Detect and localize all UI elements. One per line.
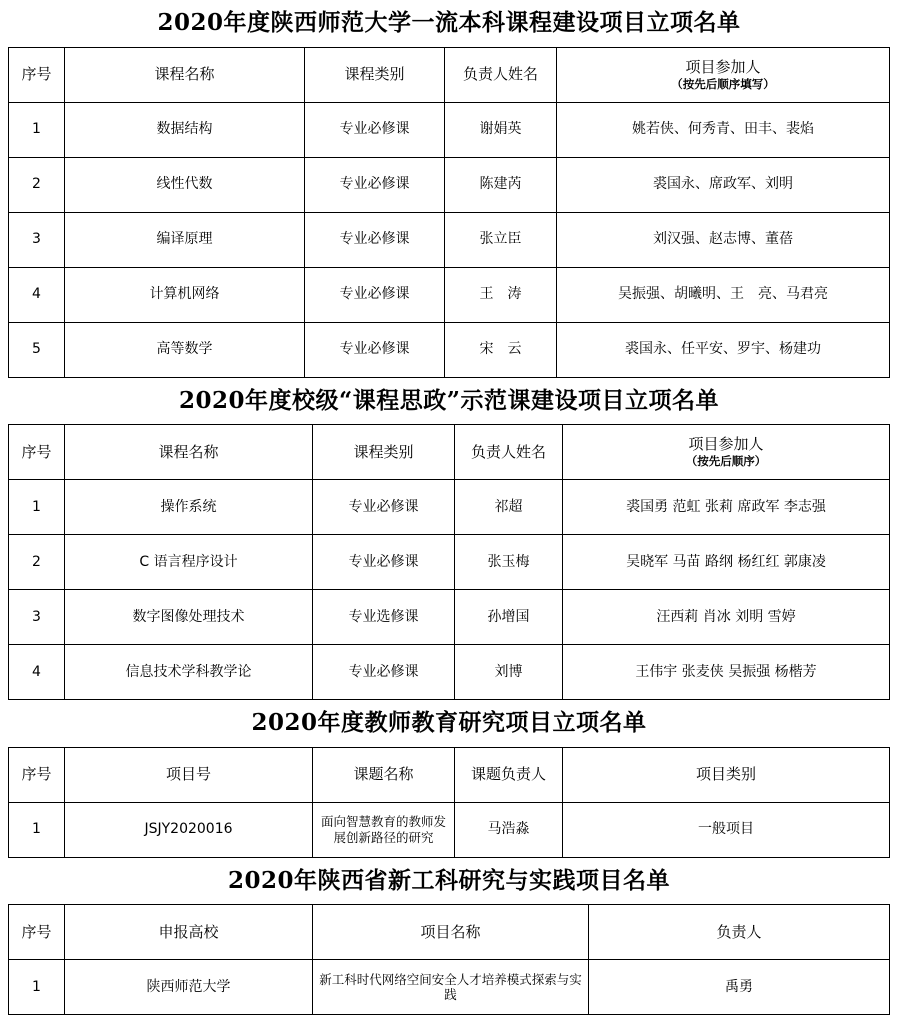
cell-index: 4 bbox=[9, 267, 65, 322]
cell-participants: 吴晓军 马苗 路纲 杨红红 郭康凌 bbox=[563, 535, 890, 590]
cell-topic-name: 面向智慧教育的教师发展创新路径的研究 bbox=[313, 802, 455, 857]
cell-course-name: 编译原理 bbox=[65, 212, 305, 267]
section-title: 2020年度教师教育研究项目立项名单 bbox=[251, 709, 647, 737]
section-teacher-education-research bbox=[8, 700, 890, 858]
cell-participants: 姚若侠、何秀青、田丰、裴焰 bbox=[557, 102, 890, 157]
cell-index: 2 bbox=[9, 535, 65, 590]
column-header-applicant-university: 申报高校 bbox=[65, 905, 313, 960]
cell-leader-name: 谢娟英 bbox=[445, 102, 557, 157]
cell-participants: 裘国勇 范虹 张莉 席政军 李志强 bbox=[563, 480, 890, 535]
section-course-construction bbox=[8, 0, 890, 378]
cell-index: 1 bbox=[9, 960, 65, 1015]
column-header-topic-leader: 课题负责人 bbox=[455, 747, 563, 802]
cell-participants: 裘国永、席政军、刘明 bbox=[557, 157, 890, 212]
table-row bbox=[9, 212, 890, 267]
column-header-index: 序号 bbox=[9, 47, 65, 102]
section-ideological-course bbox=[8, 378, 890, 701]
cell-course-name: 计算机网络 bbox=[65, 267, 305, 322]
table-row bbox=[9, 322, 890, 377]
table-course-construction bbox=[8, 47, 890, 378]
cell-course-name: 数字图像处理技术 bbox=[65, 590, 313, 645]
table-row bbox=[9, 480, 890, 535]
cell-index: 3 bbox=[9, 590, 65, 645]
column-header-topic-name: 课题名称 bbox=[313, 747, 455, 802]
column-header-index: 序号 bbox=[9, 905, 65, 960]
table-header-row bbox=[9, 905, 890, 960]
table-row bbox=[9, 960, 890, 1015]
table-row bbox=[9, 535, 890, 590]
section-title: 2020年度校级“课程思政”示范课建设项目立项名单 bbox=[179, 386, 719, 414]
column-header-course-name: 课程名称 bbox=[65, 425, 313, 480]
table-header-row bbox=[9, 47, 890, 102]
cell-leader-name: 张立臣 bbox=[445, 212, 557, 267]
table-row bbox=[9, 157, 890, 212]
column-header-leader-name: 负责人姓名 bbox=[445, 47, 557, 102]
table-teacher-education-research bbox=[8, 747, 890, 858]
cell-leader-name: 王 涛 bbox=[445, 267, 557, 322]
table-row bbox=[9, 802, 890, 857]
cell-index: 4 bbox=[9, 645, 65, 700]
cell-project-name: 新工科时代网络空间安全人才培养模式探索与实践 bbox=[313, 960, 589, 1015]
table-header-row bbox=[9, 425, 890, 480]
cell-topic-leader: 马浩淼 bbox=[455, 802, 563, 857]
table-row bbox=[9, 645, 890, 700]
cell-index: 2 bbox=[9, 157, 65, 212]
cell-participants: 汪西莉 肖冰 刘明 雪婷 bbox=[563, 590, 890, 645]
cell-course-type: 专业必修课 bbox=[313, 535, 455, 590]
cell-index: 1 bbox=[9, 802, 65, 857]
cell-index: 1 bbox=[9, 102, 65, 157]
cell-course-type: 专业必修课 bbox=[305, 212, 445, 267]
cell-index: 3 bbox=[9, 212, 65, 267]
column-header-project-number: 项目号 bbox=[65, 747, 313, 802]
cell-leader-name: 张玉梅 bbox=[455, 535, 563, 590]
cell-project-number: JSJY2020016 bbox=[65, 802, 313, 857]
table-row bbox=[9, 102, 890, 157]
cell-course-type: 专业必修课 bbox=[305, 322, 445, 377]
cell-course-type: 专业必修课 bbox=[313, 645, 455, 700]
column-header-project-name: 项目名称 bbox=[313, 905, 589, 960]
cell-project-type: 一般项目 bbox=[563, 802, 890, 857]
section-title: 2020年陕西省新工科研究与实践项目名单 bbox=[227, 866, 670, 894]
column-header-course-name: 课程名称 bbox=[65, 47, 305, 102]
cell-participants: 吴振强、胡曦明、王 亮、马君亮 bbox=[557, 267, 890, 322]
cell-course-name: 线性代数 bbox=[65, 157, 305, 212]
cell-index: 5 bbox=[9, 322, 65, 377]
cell-course-name: 数据结构 bbox=[65, 102, 305, 157]
column-header-project-type: 项目类别 bbox=[563, 747, 890, 802]
column-header-leader-name: 负责人姓名 bbox=[455, 425, 563, 480]
table-ideological-course bbox=[8, 424, 890, 700]
cell-course-type: 专业必修课 bbox=[305, 157, 445, 212]
cell-course-type: 专业必修课 bbox=[313, 480, 455, 535]
cell-leader-name: 宋 云 bbox=[445, 322, 557, 377]
column-header-index: 序号 bbox=[9, 747, 65, 802]
table-header-row bbox=[9, 747, 890, 802]
cell-participants: 裘国永、任平安、罗宇、杨建功 bbox=[557, 322, 890, 377]
section-new-engineering-project bbox=[8, 858, 890, 1015]
cell-leader-name: 陈建芮 bbox=[445, 157, 557, 212]
table-new-engineering-project bbox=[8, 904, 890, 1015]
cell-course-name: 高等数学 bbox=[65, 322, 305, 377]
cell-leader: 禹勇 bbox=[589, 960, 890, 1015]
column-header-index: 序号 bbox=[9, 425, 65, 480]
cell-participants: 刘汉强、赵志博、董蓓 bbox=[557, 212, 890, 267]
cell-course-type: 专业必修课 bbox=[305, 267, 445, 322]
column-header-course-type: 课程类别 bbox=[305, 47, 445, 102]
cell-course-name: 信息技术学科教学论 bbox=[65, 645, 313, 700]
column-header-participants: 项目参加人 （按先后顺序填写） bbox=[557, 47, 890, 102]
cell-leader-name: 祁超 bbox=[455, 480, 563, 535]
column-header-leader: 负责人 bbox=[589, 905, 890, 960]
table-row bbox=[9, 267, 890, 322]
cell-leader-name: 孙增国 bbox=[455, 590, 563, 645]
cell-participants: 王伟宇 张麦侠 吴振强 杨楷芳 bbox=[563, 645, 890, 700]
cell-course-name: C 语言程序设计 bbox=[65, 535, 313, 590]
cell-course-name: 操作系统 bbox=[65, 480, 313, 535]
cell-course-type: 专业选修课 bbox=[313, 590, 455, 645]
cell-applicant-university: 陕西师范大学 bbox=[65, 960, 313, 1015]
table-row bbox=[9, 590, 890, 645]
cell-index: 1 bbox=[9, 480, 65, 535]
cell-leader-name: 刘博 bbox=[455, 645, 563, 700]
cell-course-type: 专业必修课 bbox=[305, 102, 445, 157]
section-title: 2020年度陕西师范大学一流本科课程建设项目立项名单 bbox=[157, 9, 741, 36]
column-header-course-type: 课程类别 bbox=[313, 425, 455, 480]
column-header-participants: 项目参加人 （按先后顺序） bbox=[563, 425, 890, 480]
